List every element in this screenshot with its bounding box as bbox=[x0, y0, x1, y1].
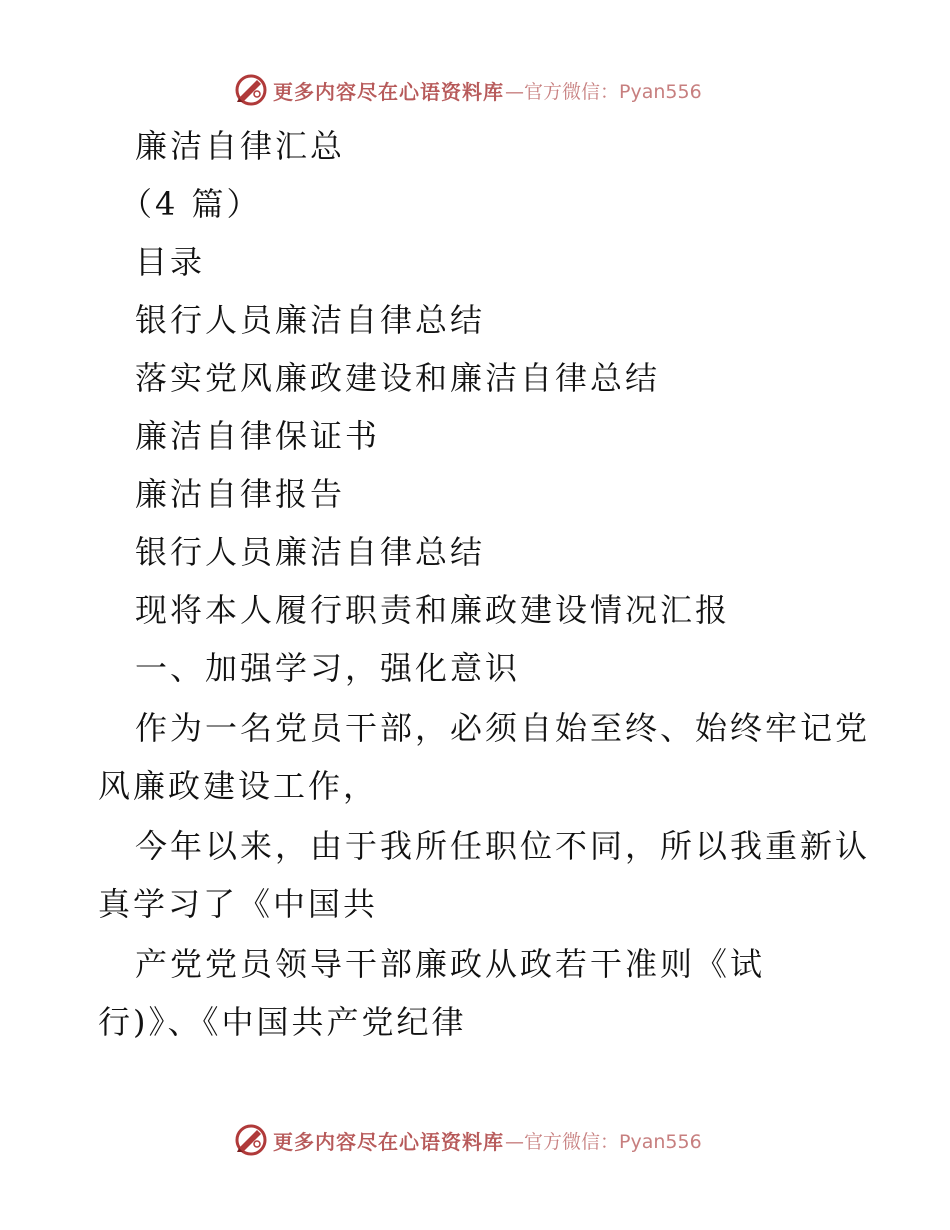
header-banner bbox=[233, 72, 702, 108]
banner-site-name: 更多内容尽在心语资料库 bbox=[273, 79, 504, 104]
footer-banner bbox=[233, 1122, 702, 1158]
heading-1: 一、加强学习，强化意识 bbox=[135, 649, 521, 687]
paragraph-1-line-1: 作为一名党员干部，必须自始至终、始终牢记党 bbox=[135, 709, 871, 747]
banner-contact: —官方微信：Pyan556 bbox=[505, 1130, 702, 1153]
section-title: 银行人员廉洁自律总结 bbox=[135, 533, 486, 571]
toc-heading: 目录 bbox=[135, 243, 206, 281]
toc-item: 廉沽自律报告 bbox=[135, 475, 346, 513]
paragraph-2-line-1: 今年以来，由于我所任职位不同，所以我重新认 bbox=[135, 827, 871, 865]
toc-item: 银行人员廉洁自律总结 bbox=[135, 301, 486, 339]
banner-contact: —官方微信：Pyan556 bbox=[505, 80, 702, 103]
brand-logo-icon bbox=[233, 1122, 269, 1158]
toc-item: 落实党风廉政建设和廉洁自律总结 bbox=[135, 359, 661, 397]
paragraph-3-line-2: 行)》、《中国共产党纪律 bbox=[98, 1003, 467, 1041]
toc-item: 廉洁自律保证书 bbox=[135, 417, 381, 455]
paragraph-3-line-1: 产党党员领导干部廉政从政若干准则《试 bbox=[135, 945, 766, 983]
banner-site-name: 更多内容尽在心语资料库 bbox=[273, 1129, 504, 1154]
paragraph-1-line-2: 风廉政建设工作， bbox=[98, 767, 379, 805]
intro-paragraph: 现将本人履行职责和廉政建设情况汇报 bbox=[135, 591, 731, 629]
document-count: （4 篇） bbox=[120, 185, 262, 223]
brand-logo-icon bbox=[233, 72, 269, 108]
document-title: 廉洁自律汇总 bbox=[135, 127, 346, 165]
paragraph-2-line-2: 真学习了《中国共 bbox=[98, 885, 379, 923]
